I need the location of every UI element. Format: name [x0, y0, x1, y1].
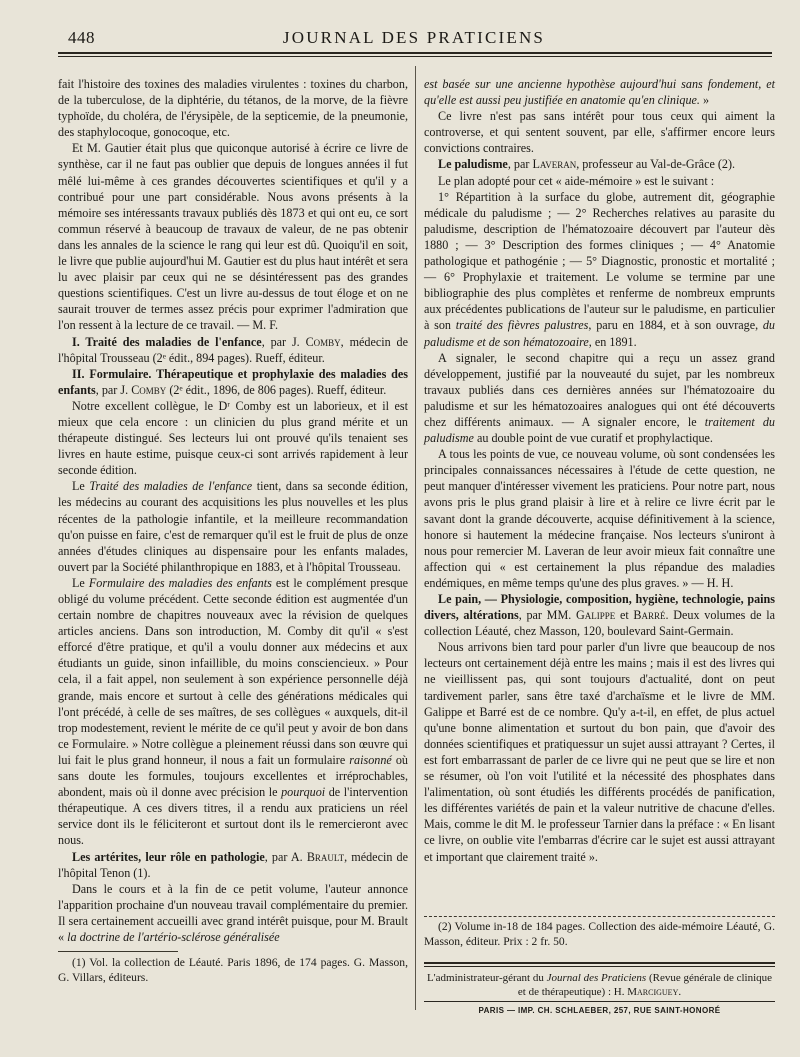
- header-rule: [58, 52, 772, 54]
- right-column: [424, 76, 775, 865]
- footnote: (1) Vol. la collection de Léauté. Paris 1896, de 174 pages. G. Masson, G. Villars, éditeurs.: [58, 956, 408, 984]
- journal-title: JOURNAL DES PRATICIENS: [282, 28, 546, 47]
- paragraph: Notre excellent collègue, le Dʳ Comby est un laborieux, et il est mieux que cela encore : un clinicien du plus grand mérite et un thérapeute distingué. Ses lecteurs lui ont prouvé qu'ils tenaient ses livres en haute estime, puisque ceux-ci sont arrivés rapidement à leur seconde édition.: [58, 398, 408, 478]
- entry-author: Brault: [306, 849, 345, 864]
- paragraph: Ce livre n'est pas sans intérêt pour tous ceux qui aiment la controverse, et qui sentent souvent, par elle, s'affirmer encore leurs convictions contraires.: [424, 109, 775, 156]
- book-title: Traité des maladies de l'enfance: [89, 479, 253, 494]
- review-entry-arterites: Les artérites, leur rôle en pathologie, par A. Brault, médecin de l'hôpital Tenon (1).: [58, 849, 408, 880]
- admin-rule-thin: [424, 966, 775, 967]
- review-entry-formulaire: II. Formulaire. Thérapeutique et prophylaxie des maladies des enfants, par J. Comby (2ᵉ édit., 1896, de 806 pages). Rueff, éditeur.: [58, 366, 408, 397]
- paragraph: Dans le cours et à la fin de ce petit volume, l'auteur annonce l'apparition prochaine d'un nouveau travail complémentaire du premier. Il sera certainement accueilli avec grand intérêt puisque, pour M. Brault « la doctrine de l'artério-sclérose généralisée: [58, 881, 408, 944]
- paragraph: Le Formulaire des maladies des enfants est le complément presque obligé du volume précédent. Cette seconde édition est augmentée d'un certain nombre de chapitres nouveaux avec la révision de quelques articles anciens. Dans son introduction, M. Comby dit qu'il « s'est efforcé d'être pratique, et qu'il a voulu donner aux médecins et aux étudiants un guide, sinon infaillible, du moins consciencieux. » Pour cela, il a fait appel, non seulement à son expérience personnelle déjà grande, mais encore et surtout à celle des générations médicales qui l'ont précédé, à celle de ses maîtres, de ses collègues « auxquels, dit-il trop modestement, revient le mérite de ce qu'il peut y avoir de bon dans ce Formulaire. » Notre collègue a pleinement réussi dans son œuvre qui lui fait le plus grand honneur, il nous a fait un formulaire raisonné où sans doute les formules, toujours excellentes et irréprochables, abondent, mais où il donne avec précision le pourquoi de l'intervention thérapeutique. A ces divers titres, il a rendu aux praticiens un réel service dont ils le féliciteront et surtout dont ils le remercieront avec nous.: [58, 575, 409, 848]
- entry-author: Laveran: [532, 157, 577, 172]
- footnote-rule: [424, 916, 775, 917]
- header-rule-thin: [58, 56, 772, 57]
- book-title: du paludisme et de son hématozoaire: [424, 318, 775, 349]
- page-number: 448: [68, 28, 95, 47]
- admin-rule: [424, 962, 775, 964]
- paragraph: A signaler, le second chapitre qui a reçu un assez grand développement, justifié par la nouveauté du sujet, par les nombreux travaux publiés dans ces dernières années sur l'hématozoaire du paludisme et sur les hématozoaires analogues qui ont été découverts chez différents animaux. — A signaler encore, le traitement du paludisme au double point de vue curatif et prophylactique.: [424, 350, 775, 446]
- paragraph: est basée sur une ancienne hypothèse aujourd'hui sans fondement, et qu'elle est aussi peu justifiée en anatomie qu'en clinique. »: [424, 77, 775, 108]
- book-title: traité des fièvres palustres: [455, 318, 589, 333]
- entry-title: Le pain, — Physiologie, composition, hygiène, technologie, pains divers, altérations: [424, 592, 775, 623]
- entry-author: Barré: [633, 608, 666, 623]
- column-divider: [415, 66, 416, 1010]
- entry-author: Galippe: [575, 608, 616, 623]
- paragraph: A tous les points de vue, ce nouveau volume, où sont condensées les principales connaissances nécessaires à l'étude de cette question, ne peut manquer d'intéresser vivement les praticiens. Pour notre part, nous avons pris le plus grand plaisir à lire et à relire ce livre écrit par le savant dont la grande découverte, acquise définitivement à la science, honore si hautement la médecine française. Nos lecteurs s'uniront à nous pour remercier M. Laveran de leur avoir mieux fait connaître une affection qui « est certainement la plus répandue des maladies endémiques, en même temps qu'une des plus graves. » — H. H.: [424, 447, 775, 590]
- review-entry-enfance: I. Traité des maladies de l'enfance, par J. Comby, médecin de l'hôpital Trousseau (2ᵉ édit., 894 pages). Rueff, éditeur.: [58, 334, 409, 365]
- footnote: (2) Volume in-18 de 184 pages. Collection des aide-mémoire Léauté, G. Masson, éditeur. Prix : 2 fr. 50.: [424, 920, 775, 948]
- entry-author: Comby: [305, 334, 341, 349]
- entry-author: Comby: [131, 382, 167, 397]
- paragraph: 1° Répartition à la surface du globe, autrement dit, géographie médicale du paludisme ; — 2° Recherches relatives au parasite du paludisme, description de l'hématozoaire découvert par l'auteur dès 1880 ; — 3° Description des formes cliniques ; — 4° Anatomie pathologique et pathogénie ; — 5° Diagnostic, pronostic et mortalité ; — 6° Prophylaxie et traitement. Le volume se termine par une bibliographie des plus complètes et renferme de nombreux emprunts aux précédentes publications de l'auteur sur le paludisme, en particulier à son traité des fièvres palustres, paru en 1884, et à son ouvrage, du paludisme et de son hématozoaire, en 1891.: [424, 189, 775, 349]
- entry-title: I. Traité des maladies de l'enfance: [72, 334, 262, 349]
- review-entry-paludisme: Le paludisme, par Laveran, professeur au Val-de-Grâce (2).: [438, 157, 736, 172]
- entry-title: Le paludisme: [438, 157, 508, 172]
- paragraph: Et M. Gautier était plus que quiconque autorisé à écrire ce livre de synthèse, car il ne faut pas oublier que depuis de longues années il fut mêlé lui-même à ces grandes découvertes scientifiques et qu'il y a contribué pour une part considérable. Nous avons présents à la mémoire ses intéressants travaux publiés dès 1873 et qui ont eu, ce sort commun réservé à beaucoup de travaux de valeur, de ne pas obtenir dans les annales de la science le rang qui leur est dû. Quoiqu'il en soit, le livre que publie aujourd'hui M. Gautier est du plus haut intérêt et sera lu avec plaisir par ceux qui ne se désintéressent pas des grandes questions scientifiques. C'est un livre au-dessus de tout éloge et on ne saurait trouver de termes assez précis pour exprimer l'admiration que l'on ressent à la lecture de ce travail. — M. F.: [58, 141, 408, 333]
- printer-line: PARIS — IMP. CH. SCHLAEBER, 257, RUE SAINT-HONORÉ: [478, 1006, 721, 1015]
- paragraph: Nous arrivons bien tard pour parler d'un livre que beaucoup de nos lecteurs ont certainement déjà entre les mains ; mais il est des livres qui ne vieillissent pas, qui sont toujours d'actualité, dont on peut tardivement parler, sans être taxé d'archaïsme et le livre de MM. Galippe et Barré est de ce nombre. Qu'y a-t-il, en effet, de plus actuel qu'une bonne alimentation et surtout du bon pain, que d'avoir des données scientifiques et pratiquessur un sujet aussi attrayant ? Certes, il est fort embarrassant de parler de ce livre qui ne peut que se lire et non se résumer, où l'on voit l'utilité et la nécessité des phosphates dans l'alimentation, où sont étudiés les différents procédés de panification, les différentes variétés de pain et la valeur nutritive de chacune d'elles. Mais, comme le dit M. le professeur Tarnier dans la préface : « En lisant ce livre, on oublie vite l'embarras d'écrire car le sujet est aussi attrayant et important que clairement traité ».: [424, 640, 775, 864]
- review-entry-pain: Le pain, — Physiologie, composition, hygiène, technologie, pains divers, altérations, par MM. Galippe et Barré. Deux volumes de la collection Léauté, chez Masson, 120, boulevard Saint-Germain.: [424, 592, 775, 639]
- book-title: Formulaire des maladies des enfants: [88, 575, 272, 590]
- footnote-rule: [58, 951, 178, 952]
- page-header: [58, 22, 770, 50]
- entry-title: II. Formulaire. Thérapeutique et prophylaxie des maladies des enfants: [58, 366, 408, 397]
- printer-rule: [424, 1001, 775, 1002]
- paragraph: Le plan adopté pour cet « aide-mémoire » est le suivant :: [438, 173, 715, 188]
- paragraph: fait l'histoire des toxines des maladies virulentes : toxines du charbon, de la tuberculose, de la diphtérie, du tétanos, de la morve, de la fièvre typhoïde, du choléra, de l'érysipèle, de la septicemie, de la pneumonie, des staphylocoque, gonocoque, etc.: [58, 77, 408, 140]
- left-column: [58, 76, 408, 985]
- paragraph: Le Traité des maladies de l'enfance tient, dans sa seconde édition, les médecins au courant des acquisitions les plus nouvelles et les plus récentes de la pathologie infantile, et la meilleure recommandation qu'on puisse en faire, c'est de remarquer qu'il est le fruit de plus de onze années d'études cliniques au dispensaire pour les enfants malades, ouvert par la Société philanthropique en 1883, et à l'hôpital Trousseau.: [58, 479, 408, 574]
- admin-notice: L'administrateur-gérant du Journal des Praticiens (Revue générale de clinique et de thérapeutique) : H. Marciguey.: [426, 972, 773, 998]
- entry-title: Les artérites, leur rôle en pathologie: [72, 849, 265, 864]
